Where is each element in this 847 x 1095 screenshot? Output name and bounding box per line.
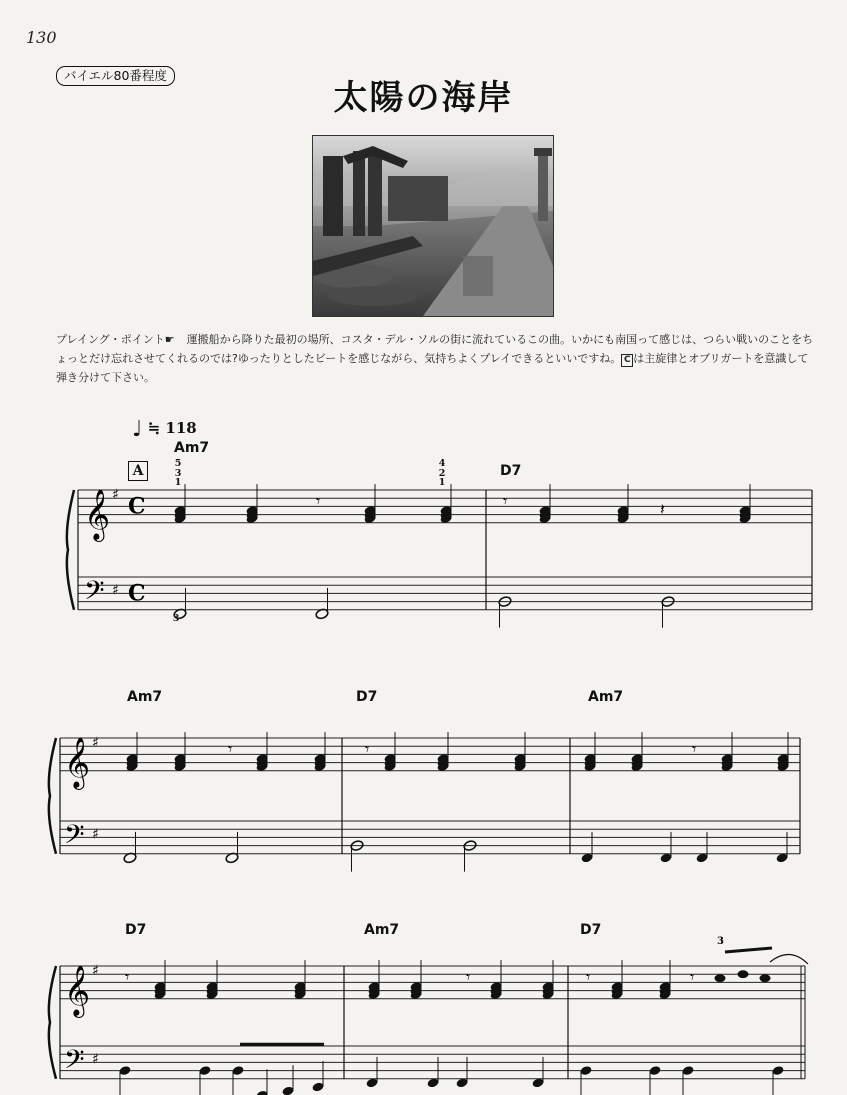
tie bbox=[770, 954, 808, 964]
tempo-value: ≒ 118 bbox=[147, 419, 197, 437]
sharp-icon: ♯ bbox=[112, 487, 119, 504]
sharp-icon: ♯ bbox=[92, 1051, 99, 1068]
finger-number: 1 bbox=[174, 477, 182, 488]
fingering-bass: 3 bbox=[172, 613, 180, 624]
eighth-rest-icon: 𝄾 bbox=[365, 739, 370, 759]
playing-point-label: プレイング・ポイント☛ bbox=[56, 333, 175, 346]
eighth-rest-icon: 𝄾 bbox=[692, 739, 697, 759]
eighth-rest-icon: 𝄾 bbox=[586, 967, 591, 987]
brace bbox=[49, 738, 56, 854]
chord-symbol: D7 bbox=[125, 922, 147, 938]
sharp-icon: ♯ bbox=[112, 582, 119, 599]
chord-symbol: Am7 bbox=[127, 689, 163, 705]
bass-clef-icon: 𝄢 bbox=[64, 1043, 85, 1082]
song-title: 太陽の海岸 bbox=[333, 78, 514, 118]
sharp-icon: ♯ bbox=[92, 963, 99, 980]
melody-note bbox=[715, 974, 726, 982]
chord-symbol: Am7 bbox=[588, 689, 624, 705]
quarter-note-icon: ♩ bbox=[132, 416, 143, 442]
bass-clef-icon: 𝄢 bbox=[84, 574, 105, 613]
time-signature-icon: C bbox=[128, 493, 146, 520]
sharp-icon: ♯ bbox=[92, 735, 99, 752]
playing-point-text-end: は主旋律とオブリガートを意識して弾き分けて下さい。 bbox=[56, 352, 809, 384]
eighth-rest-icon: 𝄾 bbox=[466, 967, 471, 987]
eighth-rest-icon: 𝄾 bbox=[690, 967, 695, 987]
treble-clef-icon: 𝄞 bbox=[64, 964, 91, 1016]
page-number: 130 bbox=[26, 28, 57, 47]
finger-number: 2 bbox=[438, 467, 446, 479]
finger-number: 1 bbox=[438, 477, 446, 488]
quarter-rest-icon: 𝄽 bbox=[660, 499, 665, 519]
eighth-rest-icon: 𝄾 bbox=[316, 491, 321, 511]
treble-clef-icon: 𝄞 bbox=[64, 736, 91, 788]
finger-number: 5 bbox=[174, 458, 182, 469]
chord-symbol: D7 bbox=[500, 463, 522, 479]
section-c-mark: C bbox=[621, 354, 633, 367]
finger-number: 3 bbox=[174, 467, 182, 479]
bass-clef-icon: 𝄢 bbox=[64, 818, 85, 857]
score-systems bbox=[49, 484, 812, 1095]
eighth-rest-icon: 𝄾 bbox=[503, 491, 508, 511]
beam bbox=[725, 948, 772, 952]
melody-note bbox=[738, 970, 749, 978]
notes-layer bbox=[118, 484, 808, 1095]
finger-number: 4 bbox=[438, 458, 446, 469]
time-signature-icon: C bbox=[128, 580, 146, 607]
chord-symbol: D7 bbox=[580, 922, 602, 938]
chord-symbol: D7 bbox=[356, 689, 378, 705]
sharp-icon: ♯ bbox=[92, 826, 99, 843]
eighth-rest-icon: 𝄾 bbox=[228, 739, 233, 759]
level-badge: バイエル80番程度 bbox=[56, 66, 175, 86]
system-2 bbox=[49, 735, 800, 857]
treble-clef-icon: 𝄞 bbox=[84, 488, 111, 540]
chord-symbol: Am7 bbox=[174, 440, 210, 456]
rehearsal-mark-a: A bbox=[128, 461, 148, 481]
melody-note bbox=[760, 974, 771, 982]
brace bbox=[49, 966, 56, 1079]
system-1 bbox=[67, 487, 812, 612]
triplet-mark: 3 bbox=[717, 936, 724, 947]
brace bbox=[67, 490, 74, 610]
chord-symbol: Am7 bbox=[364, 922, 400, 938]
eighth-rest-icon: 𝄾 bbox=[125, 967, 130, 987]
playing-point-text: 運搬船から降りた最初の場所、コスタ・デル・ソルの街に流れているこの曲。いかにも南国って感じは、つらい戦いのことをちょっとだけ忘れさせてくれるのでは?ゆったりとしたビートを感じながら、気持ちよくプレイできるといいですね。 bbox=[56, 333, 814, 365]
